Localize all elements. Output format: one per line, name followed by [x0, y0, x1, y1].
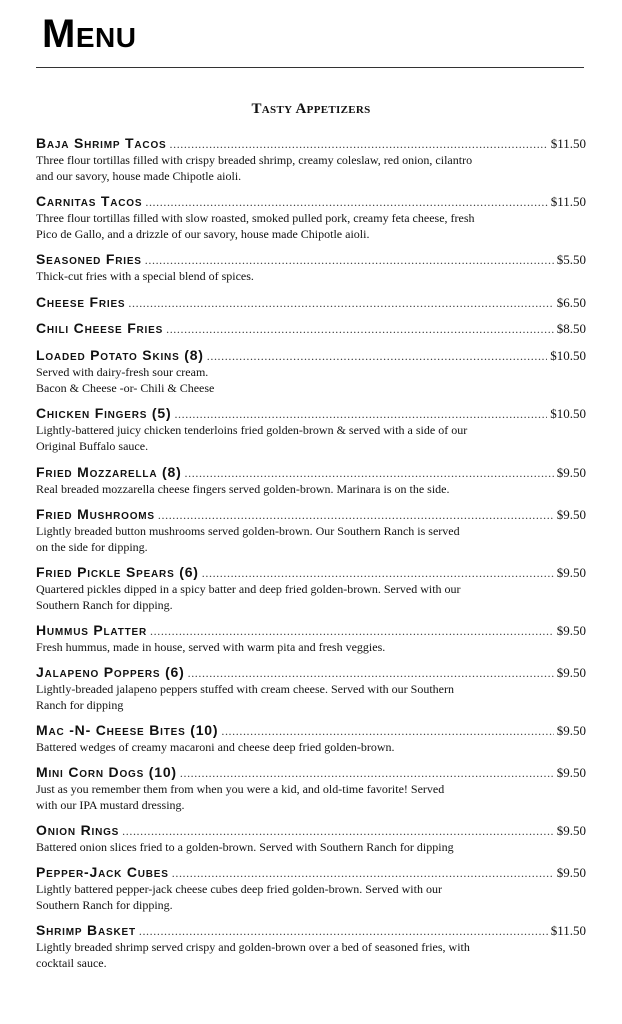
item-price: $8.50 — [556, 321, 586, 336]
dot-leader — [174, 407, 547, 422]
dot-leader — [207, 349, 548, 364]
menu-item — [36, 564, 586, 613]
item-name: Mini Corn Dogs (10) — [36, 764, 177, 780]
dot-leader — [145, 195, 547, 210]
item-description: Served with dairy-fresh sour cream. Bacon & Cheese -or- Chili & Cheese — [36, 365, 215, 395]
item-name: Baja Shrimp Tacos — [36, 135, 167, 151]
item-price: $9.50 — [556, 623, 586, 638]
item-price: $11.50 — [550, 194, 586, 209]
menu-item — [36, 320, 586, 337]
item-price: $10.50 — [550, 406, 586, 421]
item-price: $9.50 — [556, 465, 586, 480]
item-price: $11.50 — [550, 923, 586, 938]
item-name: Fried Mushrooms — [36, 506, 155, 522]
item-description: Fresh hummus, made in house, served with warm pita and fresh veggies. — [36, 640, 386, 654]
item-name: Mac -N- Cheese Bites (10) — [36, 722, 219, 738]
item-name: Seasoned Fries — [36, 251, 142, 267]
dot-leader — [128, 296, 553, 311]
menu-item — [36, 822, 586, 855]
item-name: Shrimp Basket — [36, 922, 136, 938]
dot-leader — [180, 766, 554, 781]
dot-leader — [122, 824, 554, 839]
menu-item — [36, 664, 586, 713]
menu-item — [36, 764, 586, 813]
menu-item — [36, 251, 586, 284]
item-description: Quartered pickles dipped in a spicy batter and deep fried golden-brown. Served with our Southern Ranch for dipping. — [36, 582, 461, 612]
dot-leader — [172, 866, 554, 881]
dot-leader — [185, 466, 554, 481]
dot-leader — [145, 253, 554, 268]
item-price: $10.50 — [550, 348, 586, 363]
item-price: $9.50 — [556, 723, 586, 738]
menu-item — [36, 294, 586, 311]
dot-leader — [202, 566, 554, 581]
page-title: Menu — [42, 12, 137, 56]
item-name: Carnitas Tacos — [36, 193, 143, 209]
item-name: Fried Mozzarella (8) — [36, 464, 182, 480]
menu-item — [36, 622, 586, 655]
dot-leader — [170, 137, 548, 152]
item-price: $9.50 — [556, 865, 586, 880]
section-title: Tasty Appetizers — [251, 101, 371, 117]
item-description: Lightly breaded button mushrooms served golden-brown. Our Southern Ranch is served on the side for dipping. — [36, 524, 460, 554]
item-description: Lightly breaded shrimp served crispy and golden-brown over a bed of seasoned fries, with cocktail sauce. — [36, 940, 470, 970]
item-description: Battered onion slices fried to a golden-brown. Served with Southern Ranch for dipping — [36, 840, 454, 854]
item-name: Hummus Platter — [36, 622, 148, 638]
menu-item — [36, 135, 586, 184]
dot-leader — [221, 724, 553, 739]
item-description: Lightly-breaded jalapeno peppers stuffed with cream cheese. Served with our Southern Ranch for dipping — [36, 682, 454, 712]
menu-item — [36, 405, 586, 454]
item-price: $9.50 — [556, 665, 586, 680]
item-description: Just as you remember them from when you were a kid, and old-time favorite! Served with our IPA mustard dressing. — [36, 782, 445, 812]
menu-item — [36, 922, 586, 971]
item-description: Lightly-battered juicy chicken tenderloins fried golden-brown & served with a side of our Original Buffalo sauce. — [36, 423, 468, 453]
item-name: Fried Pickle Spears (6) — [36, 564, 199, 580]
dot-leader — [166, 322, 554, 337]
item-price: $11.50 — [550, 136, 586, 151]
item-name: Pepper-Jack Cubes — [36, 864, 169, 880]
item-price: $6.50 — [556, 295, 586, 310]
item-description: Real breaded mozzarella cheese fingers served golden-brown. Marinara is on the side. — [36, 482, 450, 496]
item-name: Chicken Fingers (5) — [36, 405, 172, 421]
item-name: Loaded Potato Skins (8) — [36, 347, 204, 363]
item-description: Lightly battered pepper-jack cheese cubes deep fried golden-brown. Served with our Southern Ranch for dipping. — [36, 882, 442, 912]
title-divider — [36, 67, 584, 68]
item-name: Cheese Fries — [36, 294, 126, 310]
dot-leader — [158, 508, 554, 523]
item-price: $9.50 — [556, 823, 586, 838]
menu-item — [36, 506, 586, 555]
item-price: $9.50 — [556, 765, 586, 780]
item-description: Thick-cut fries with a special blend of spices. — [36, 269, 254, 283]
menu-item — [36, 193, 586, 242]
dot-leader — [139, 924, 548, 939]
menu-item — [36, 464, 586, 497]
item-price: $5.50 — [556, 252, 586, 267]
dot-leader — [150, 624, 554, 639]
item-description: Three flour tortillas filled with crispy breaded shrimp, creamy coleslaw, red onion, cilantro and our savory, house made Chipotle aioli. — [36, 153, 473, 183]
menu-item — [36, 722, 586, 755]
item-name: Jalapeno Poppers (6) — [36, 664, 185, 680]
item-name: Chili Cheese Fries — [36, 320, 164, 336]
item-price: $9.50 — [556, 565, 586, 580]
item-description: Battered wedges of creamy macaroni and cheese deep fried golden-brown. — [36, 740, 395, 754]
item-name: Onion Rings — [36, 822, 120, 838]
menu-item-list — [36, 135, 586, 971]
dot-leader — [188, 666, 554, 681]
item-price: $9.50 — [556, 507, 586, 522]
menu-item — [36, 347, 586, 396]
menu-item — [36, 864, 586, 913]
item-description: Three flour tortillas filled with slow roasted, smoked pulled pork, creamy feta cheese, fresh Pico de Gallo, and a drizzle of our savory, house made Chipotle aioli. — [36, 211, 475, 241]
